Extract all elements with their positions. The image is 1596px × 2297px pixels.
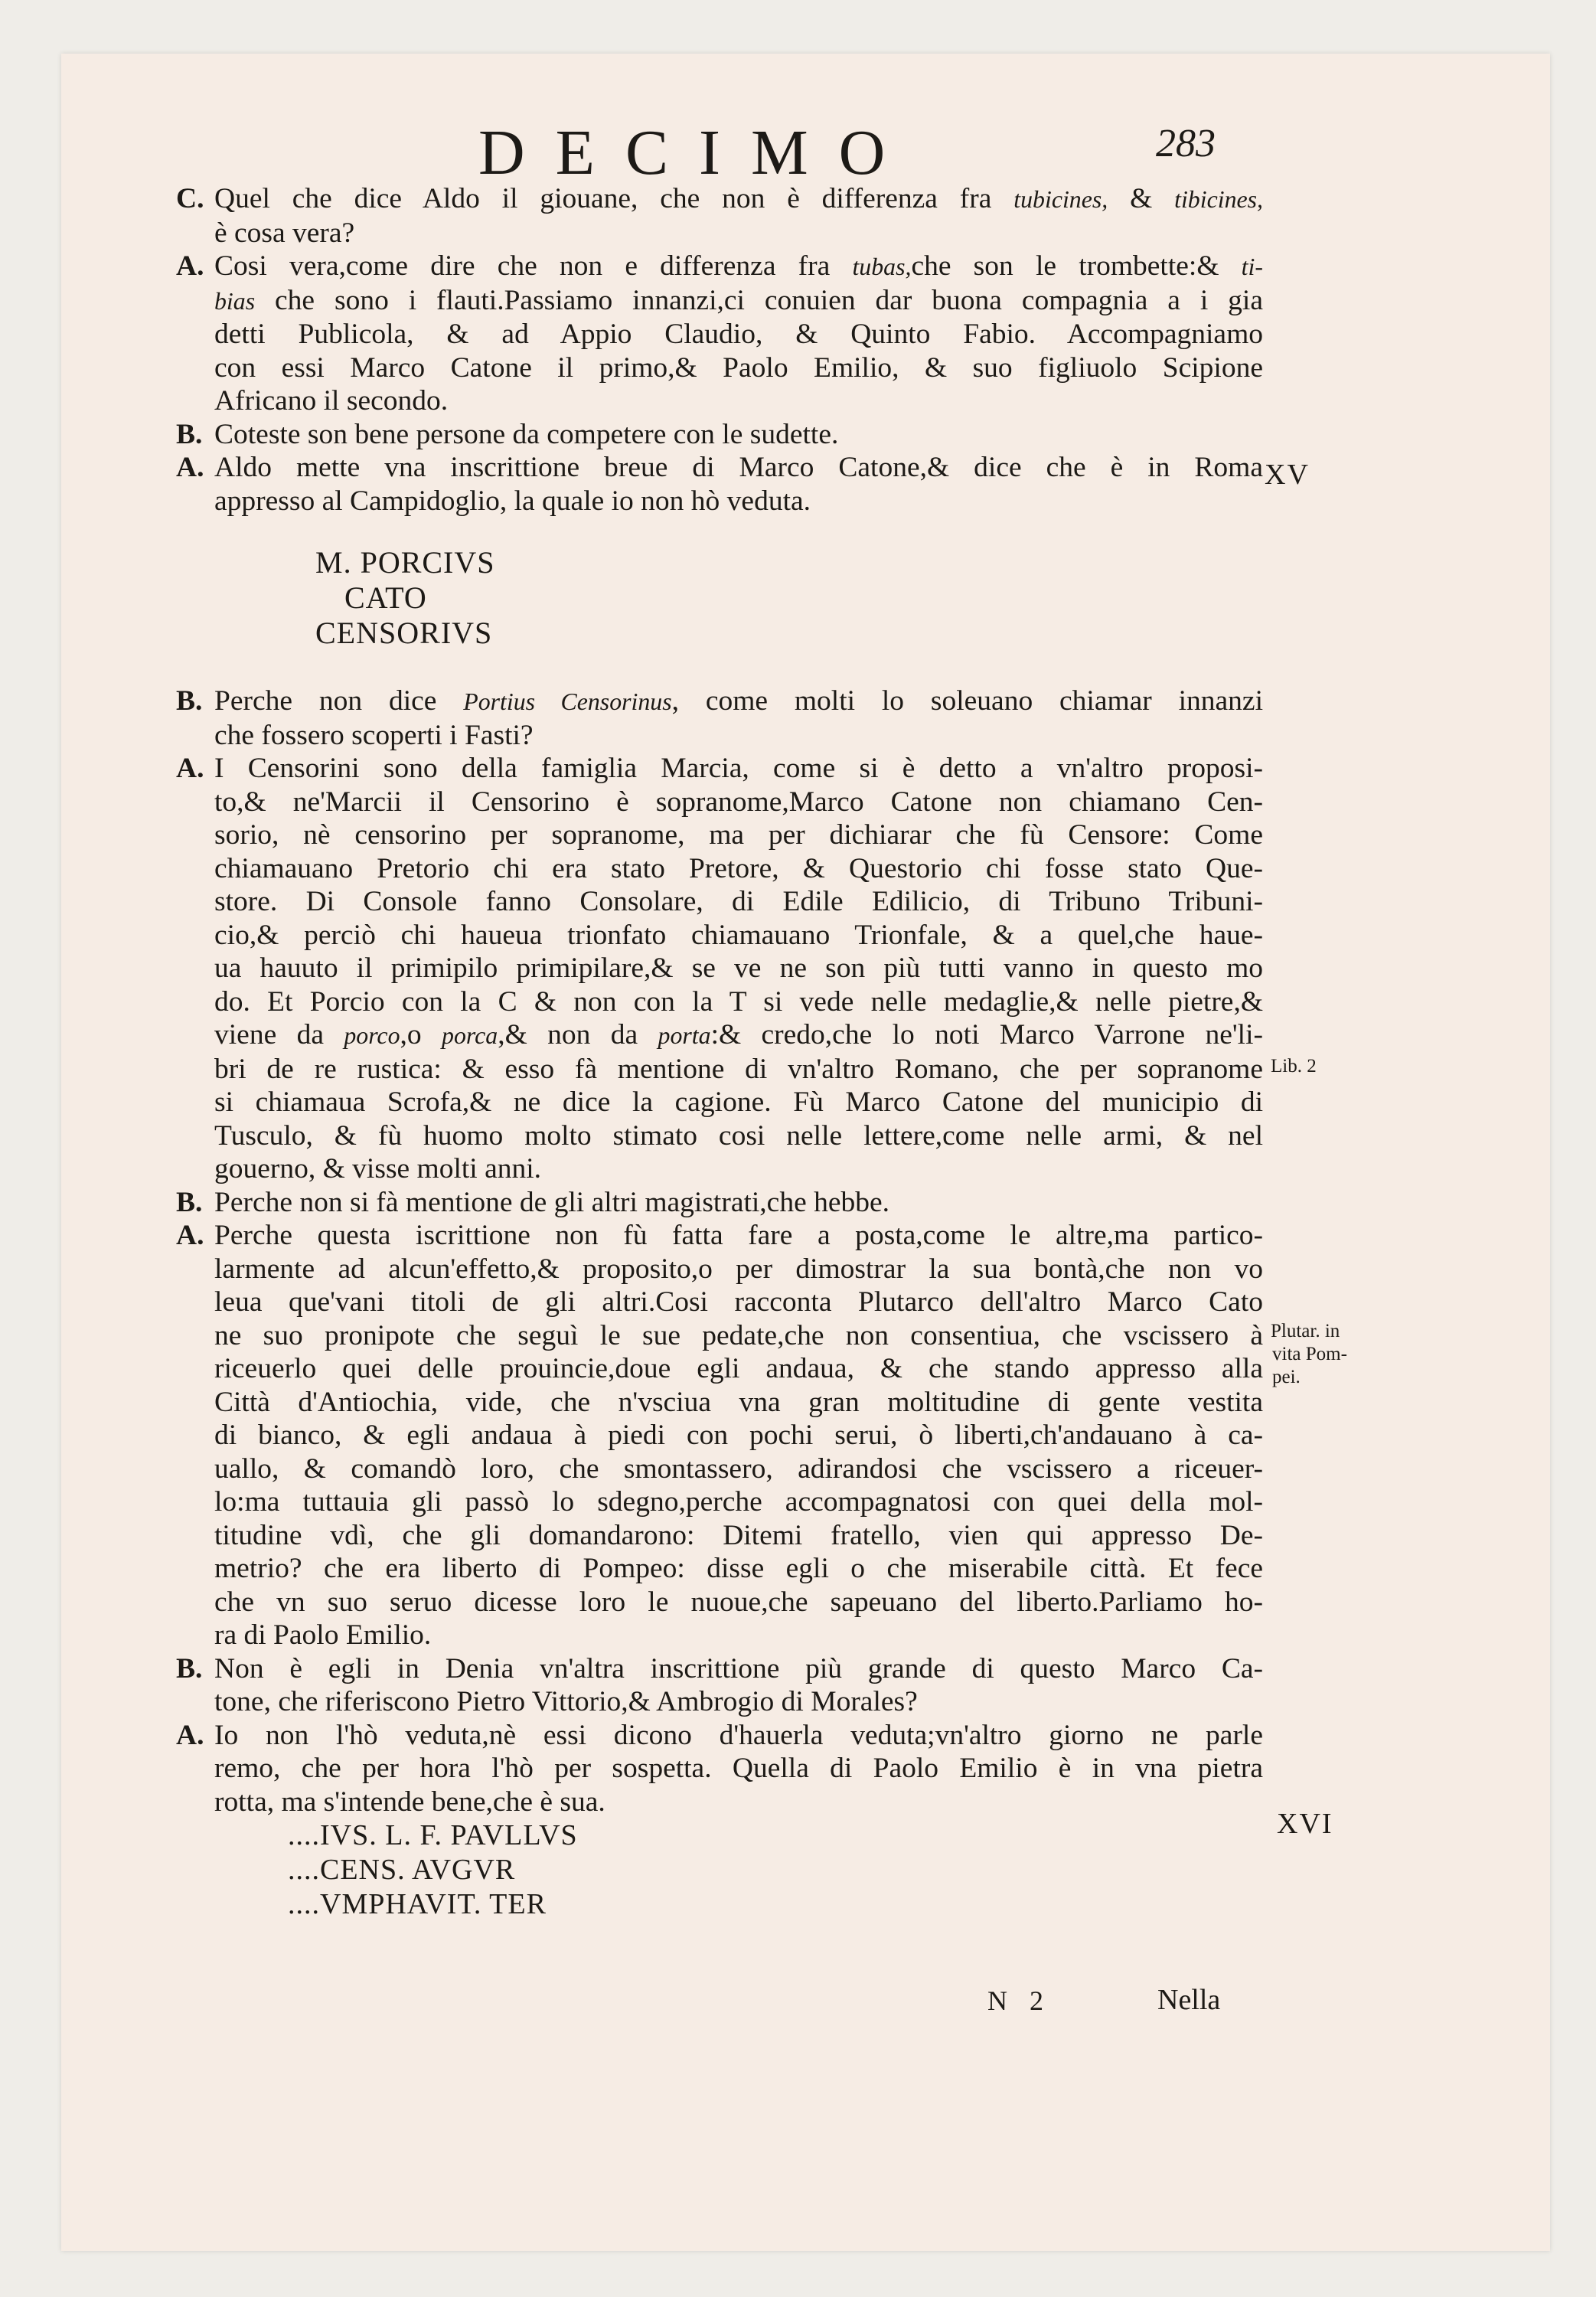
margin-note-xvi: XVI (1277, 1808, 1333, 1840)
speaker-label: C. (176, 183, 204, 214)
inscription-line: CATO (344, 580, 427, 615)
text-line: Perche non dice Portius Censorinus, come molti lo soleuano chiamar innanzi (214, 685, 1263, 717)
speaker-label: B. (176, 1186, 203, 1218)
italic-term: tubas, (852, 253, 912, 280)
text-line: Non è egli in Denia vn'altra inscrittione più grande di questo Marco Ca- (214, 1652, 1263, 1684)
text-line: con essi Marco Catone il primo,& Paolo Emilio, & suo figliuolo Scipione (214, 351, 1263, 384)
text-line: Io non l'hò veduta,nè essi dicono d'hauerla veduta;vn'altro giorno ne parle (214, 1719, 1263, 1751)
text-line: si chiamaua Scrofa,& ne dice la cagione. Fù Marco Catone del municipio di (214, 1086, 1263, 1118)
text-line: do. Et Porcio con la C & non con la T si vede nelle medaglie,& nelle pietre,& (214, 985, 1263, 1018)
text-line: I Censorini sono della famiglia Marcia, come si è detto a vn'altro proposi- (214, 753, 1263, 784)
text-line: che vn suo seruo dicesse loro le nuoue,che sapeuano del liberto.Parliamo ho- (214, 1586, 1263, 1618)
text-line: larmente ad alcun'effetto,& proposito,o per dimostrar la sua bontà,che non vo (214, 1253, 1263, 1285)
margin-note-lib: Lib. 2 (1271, 1056, 1317, 1077)
text-line: remo, che per hora l'hò per sospetta. Quella di Paolo Emilio è in vna pietra (214, 1753, 1263, 1784)
dialogue-paragraph (176, 451, 1263, 518)
italic-term: ti- (1241, 253, 1263, 280)
dialogue-paragraph (176, 1186, 1263, 1220)
text-line: chiamauano Pretorio chi era stato Pretore, & Questorio chi fosse stato Que- (214, 852, 1263, 884)
speaker-label: A. (176, 1220, 204, 1251)
text-line: titudine vdì, che gli domandarono: Ditemi fratello, vien qui appresso De- (214, 1519, 1263, 1551)
text-line: tone, che riferiscono Pietro Vittorio,& Ambrogio di Morales? (214, 1686, 918, 1717)
margin-note-xv: XV (1265, 459, 1310, 491)
text-line: leua que'vani titoli de gli altri.Cosi racconta Plutarco dell'altro Marco Cato (214, 1286, 1263, 1318)
text-line: di bianco, & egli andaua à piedi con pochi serui, ò liberti,ch'andauano à ca- (214, 1420, 1263, 1451)
text-line: ra di Paolo Emilio. (214, 1619, 432, 1651)
dialogue-paragraph (176, 250, 1263, 418)
inscription-line: ....IVS. L. F. PAVLLVS (288, 1819, 578, 1851)
text-line: appresso al Campidoglio, la quale io non hò veduta. (214, 485, 811, 517)
text-line: ua hauuto il primipilo primipilare,& se ve ne son più tutti vanno in questo mo (214, 952, 1263, 984)
text-line: Tusculo, & fù huomo molto stimato cosi nelle lettere,come nelle armi, & nel (214, 1119, 1263, 1152)
catchword: Nella (1157, 1984, 1221, 2016)
text-line: riceuerlo quei delle prouincie,doue egli andaua, & che stando appresso alla (214, 1353, 1263, 1384)
text-line: cio,& perciò chi haueua trionfato chiamauano Trionfale, & a quel,che haue- (214, 919, 1263, 951)
inscription-line: ....VMPHAVIT. TER (288, 1888, 547, 1920)
text-line: Perche questa iscrittione non fù fatta fare a posta,come le altre,ma partico- (214, 1220, 1263, 1251)
inscription-block (315, 545, 1263, 651)
signature-mark: N 2 (987, 1985, 1051, 2016)
italic-term: Portius Censorinus (463, 688, 672, 715)
text-line: Aldo mette vna inscrittione breue di Marco Catone,& dice che è in Roma (214, 452, 1263, 483)
text-line: Cosi vera,come dire che non e differenza fra tubas,che son le trombette:& ti- (214, 250, 1263, 282)
text-line: Quel che dice Aldo il giouane, che non è differenza fra tubicines, & tibicines, (214, 183, 1264, 214)
text-line: store. Di Console fanno Consolare, di Edile Edilicio, di Tribuno Tribuni- (214, 886, 1263, 917)
inscription-line: CENSORIVS (315, 616, 493, 650)
italic-term: porta (658, 1022, 711, 1049)
text-line: viene da porco,o porca,& non da porta:& credo,che lo noti Marco Varrone ne'li- (214, 1019, 1263, 1050)
text-line: lo:ma tuttauia gli passò lo sdegno,perche accompagnatosi con quei della mol- (214, 1486, 1263, 1518)
dialogue-paragraph (176, 685, 1263, 752)
text-line: detti Publicola, & ad Appio Claudio, & Quinto Fabio. Accompagniamo (214, 319, 1263, 350)
dialogue-text (176, 182, 1263, 1922)
text-line: Africano il secondo. (214, 385, 449, 417)
dialogue-paragraph (176, 418, 1263, 452)
page-title: DECIMO (478, 117, 916, 188)
italic-term: porca (442, 1022, 498, 1049)
italic-term: bias (214, 287, 256, 315)
inscription-line: M. PORCIVS (315, 545, 495, 580)
speaker-label: A. (176, 250, 204, 282)
text-line: è cosa vera? (214, 217, 355, 249)
inscription-block (288, 1818, 1263, 1922)
dialogue-paragraph (176, 752, 1263, 1186)
page-header (0, 115, 1596, 191)
italic-term: tibicines, (1174, 186, 1264, 213)
speaker-label: A. (176, 753, 204, 784)
dialogue-paragraph (176, 1719, 1263, 1819)
text-line: gouerno, & visse molti anni. (214, 1153, 542, 1184)
dialogue-paragraph (176, 1652, 1263, 1719)
text-line: Perche non si fà mentione de gli altri magistrati,che hebbe. (214, 1186, 890, 1218)
page-number: 283 (1156, 122, 1216, 165)
speaker-label: A. (176, 452, 204, 483)
text-line: rotta, ma s'intende bene,che è sua. (214, 1786, 605, 1818)
text-line: bri de re rustica: & esso fà mentione di vn'altro Romano, che per sopranome (214, 1053, 1263, 1085)
speaker-label: B. (176, 685, 203, 717)
inscription-line: ....CENS. AVGVR (288, 1854, 516, 1886)
text-line: to,& ne'Marcii il Censorino è sopranome,Marco Catone non chiamano Cen- (214, 786, 1263, 818)
text-line: che fossero scoperti i Fasti? (214, 719, 534, 751)
speaker-label: B. (176, 1652, 203, 1684)
text-line: bias che sono i flauti.Passiamo innanzi,ci conuien dar buona compagnia a i gia (214, 284, 1263, 316)
dialogue-paragraph (176, 1219, 1263, 1652)
text-line: Coteste son bene persone da competere con le sudette. (214, 418, 839, 450)
margin-note-plutarch: Plutar. in vita Pom- pei. (1271, 1321, 1347, 1387)
text-line: ne suo pronipote che seguì le sue pedate,che non consentiua, che vscissero à (214, 1319, 1263, 1351)
text-line: sorio, nè censorino per sopranome, ma per dichiarar che fù Censore: Come (214, 819, 1263, 851)
italic-term: porco (344, 1022, 400, 1049)
speaker-label: B. (176, 418, 203, 450)
text-line: Città d'Antiochia, vide, che n'vsciua vna gran moltitudine di gente vestita (214, 1386, 1263, 1418)
text-line: uallo, & comandò loro, che smontassero, adirandosi che vscissero a riceuer- (214, 1452, 1263, 1485)
speaker-label: A. (176, 1719, 204, 1751)
italic-term: tubicines, (1013, 186, 1108, 213)
dialogue-paragraph (176, 182, 1263, 250)
text-line: metrio? che era liberto di Pompeo: disse egli o che miserabile città. Et fece (214, 1553, 1263, 1584)
